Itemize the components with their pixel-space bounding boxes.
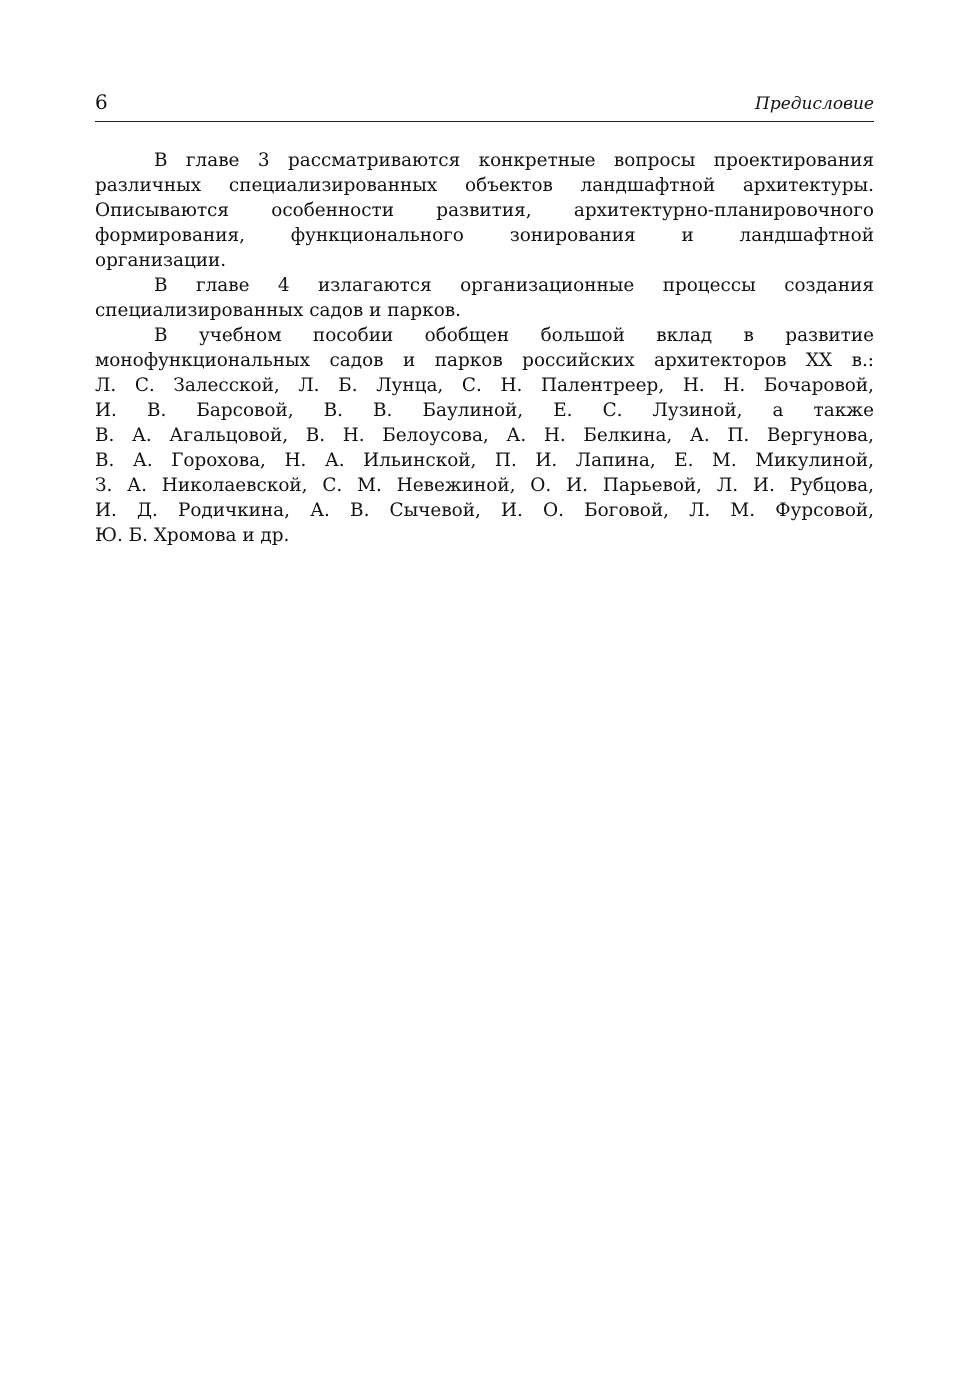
text-line: специализированных садов и парков. bbox=[95, 300, 461, 321]
text-line: В. А. Агальцовой, В. Н. Белоусова, А. Н. Белкина, А. П. Вергунова, bbox=[95, 425, 874, 446]
text-line: Ю. Б. Хромова и др. bbox=[95, 525, 290, 546]
text-line: Описываются особенности развития, архитектурно-планировочного bbox=[95, 200, 874, 221]
text-line: различных специализированных объектов ландшафтной архитектуры. bbox=[95, 175, 874, 196]
text-line: И. В. Барсовой, В. В. Баулиной, Е. С. Лузиной, а также bbox=[95, 400, 874, 421]
header-rule bbox=[95, 121, 874, 122]
text-line: Л. С. Залесской, Л. Б. Лунца, С. Н. Палентреер, Н. Н. Бочаровой, bbox=[95, 375, 874, 396]
text-line: формирования, функционального зонирования и ландшафтной bbox=[95, 225, 874, 246]
paragraph-chapter-4 bbox=[95, 273, 874, 323]
text-line: организации. bbox=[95, 250, 227, 271]
text-line: В учебном пособии обобщен большой вклад в развитие bbox=[154, 325, 874, 346]
body-text bbox=[95, 148, 874, 548]
text-line: монофункциональных садов и парков российских архитекторов XX в.: bbox=[95, 350, 874, 371]
paragraph-chapter-3 bbox=[95, 148, 874, 273]
text-line: В. А. Горохова, Н. А. Ильинской, П. И. Лапина, Е. М. Микулиной, bbox=[95, 450, 874, 471]
running-head-title: Предисловие bbox=[755, 94, 874, 114]
text-line: З. А. Николаевской, С. М. Невежиной, О. И. Парьевой, Л. И. Рубцова, bbox=[95, 475, 874, 496]
paragraph-contributors bbox=[95, 323, 874, 548]
text-line: В главе 3 рассматриваются конкретные вопросы проектирования bbox=[154, 150, 874, 171]
text-line: И. Д. Родичкина, А. В. Сычевой, И. О. Боговой, Л. М. Фурсовой, bbox=[95, 500, 874, 521]
page-number: 6 bbox=[95, 90, 108, 114]
text-line: В главе 4 излагаются организационные процессы создания bbox=[154, 275, 874, 296]
